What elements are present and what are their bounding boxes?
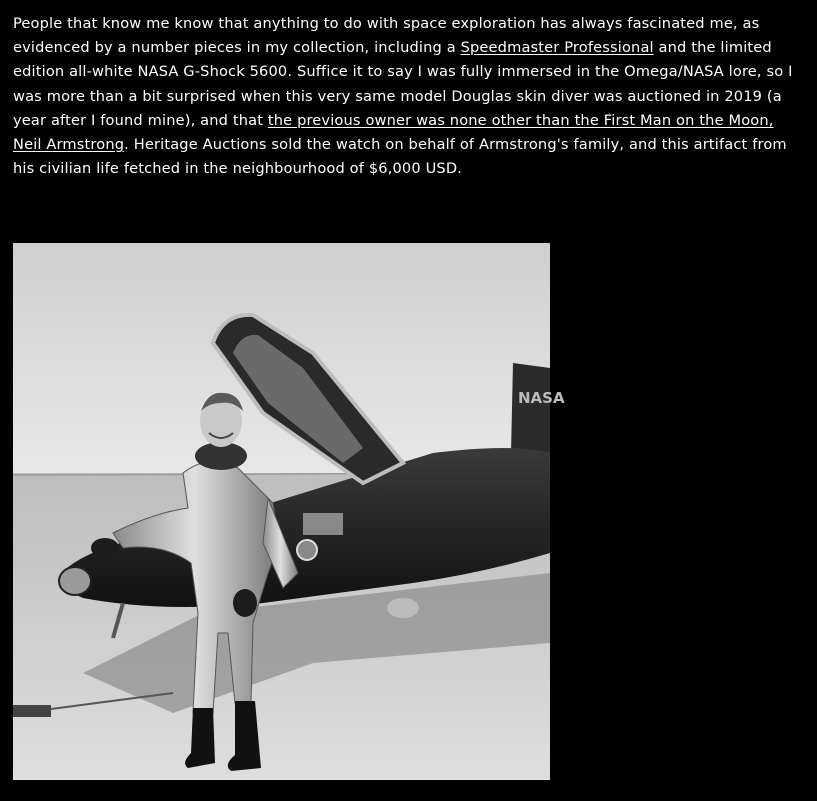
pilot-right-glove — [233, 589, 257, 617]
main-gear-skid — [387, 598, 419, 618]
photo-illustration — [13, 243, 565, 780]
fuselage-insignia — [297, 540, 317, 560]
pilot-left-glove — [91, 538, 119, 558]
aircraft-nose-cone — [59, 567, 91, 595]
paragraph-text-1: People that know me know that anything to do with space exploration has always fascinated me, as evidenced by a number pieces in my collection, including a — [13, 15, 760, 57]
article-paragraph — [13, 12, 803, 181]
fuselage-placard — [303, 513, 343, 535]
ground-equipment-box — [13, 705, 51, 717]
aircraft-tail-fin — [511, 363, 550, 458]
armstrong-x15-photo — [13, 243, 565, 780]
paragraph-text-3: . Heritage Auctions sold the watch on behalf of Armstrong's family, and this artifact from his civilian life fetched in the neighbourhood of $6,000 USD. — [13, 136, 787, 178]
speedmaster-professional-link[interactable]: Speedmaster Professional — [460, 39, 654, 57]
armstrong-auction-link[interactable]: the previous owner was none other than the First Man on the Moon, Neil Armstrong — [13, 111, 774, 154]
paragraph-text-2: and the limited edition all-white NASA G-Shock 5600. Suffice it to say I was fully immersed in the Omega/NASA lore, so I was more than a bit surprised when this very same model Douglas skin diver was auctioned in 2019 (a year after I found mine), and that — [13, 39, 793, 129]
tail-marking: NASA — [518, 389, 565, 407]
